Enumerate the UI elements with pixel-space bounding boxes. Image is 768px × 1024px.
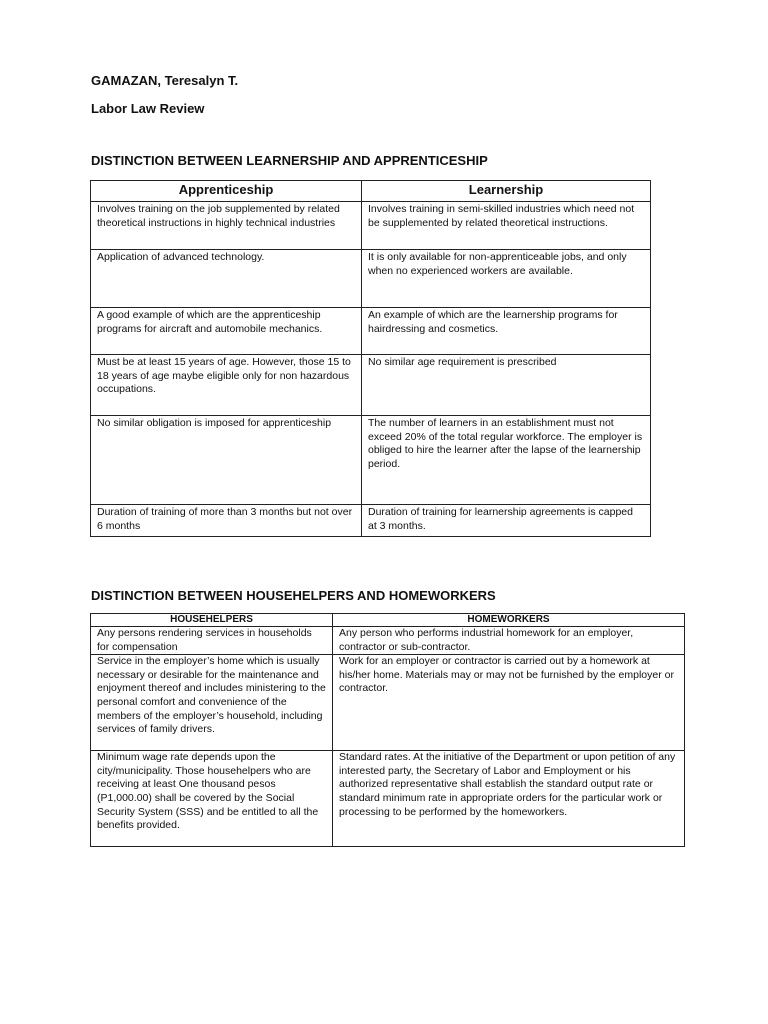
table-cell: Any persons rendering services in households for compensation bbox=[91, 627, 333, 655]
table-row bbox=[91, 505, 651, 537]
table-cell: Involves training in semi-skilled industries which need not be supplemented by related theoretical instructions. bbox=[362, 202, 651, 250]
table-cell: Minimum wage rate depends upon the city/municipality. Those househelpers who are receiving at least One thousand pesos (P1,000.00) shall be covered by the Social Security System (SSS) and be entitled to all the benefits provided. bbox=[91, 751, 333, 847]
table-cell: No similar age requirement is prescribed bbox=[362, 355, 651, 416]
column-header-learnership: Learnership bbox=[362, 181, 651, 202]
course-title: Labor Law Review bbox=[91, 101, 205, 116]
table-row bbox=[91, 416, 651, 505]
table-row bbox=[91, 308, 651, 355]
section2-heading: DISTINCTION BETWEEN HOUSEHELPERS AND HOMEWORKERS bbox=[91, 588, 496, 603]
table-cell: A good example of which are the apprenticeship programs for aircraft and automobile mechanics. bbox=[91, 308, 362, 355]
author-name: GAMAZAN, Teresalyn T. bbox=[91, 73, 239, 88]
table-row bbox=[91, 655, 685, 751]
table-cell: Service in the employer’s home which is usually necessary or desirable for the maintenance and enjoyment thereof and includes ministering to the personal comfort and convenience of the members of the employer’s household, including services of family drivers. bbox=[91, 655, 333, 751]
section1-heading: DISTINCTION BETWEEN LEARNERSHIP AND APPRENTICESHIP bbox=[91, 153, 488, 168]
table-cell: Any person who performs industrial homework for an employer, contractor or sub-contractor. bbox=[333, 627, 685, 655]
table-cell: Standard rates. At the initiative of the Department or upon petition of any interested party, the Secretary of Labor and Employment or his authorized representative shall establish the standard output rate or standard minimum rate in appropriate orders for the particular work or processing to be performed by the homeworkers. bbox=[333, 751, 685, 847]
table-header-row bbox=[91, 614, 685, 627]
table-row bbox=[91, 250, 651, 308]
table-row bbox=[91, 751, 685, 847]
learnership-apprenticeship-table bbox=[90, 180, 651, 537]
table-header-row bbox=[91, 181, 651, 202]
column-header-homeworkers: HOMEWORKERS bbox=[333, 614, 685, 627]
table-cell: No similar obligation is imposed for apprenticeship bbox=[91, 416, 362, 505]
table-cell: An example of which are the learnership programs for hairdressing and cosmetics. bbox=[362, 308, 651, 355]
table-cell: Work for an employer or contractor is carried out by a homework at his/her home. Materials may or may not be furnished by the employer or contractor. bbox=[333, 655, 685, 751]
table-cell: It is only available for non-apprenticeable jobs, and only when no experienced workers are available. bbox=[362, 250, 651, 308]
table-cell: Duration of training of more than 3 months but not over 6 months bbox=[91, 505, 362, 537]
table-cell: The number of learners in an establishment must not exceed 20% of the total regular workforce. The employer is obliged to hire the learner after the lapse of the learnership period. bbox=[362, 416, 651, 505]
column-header-househelpers: HOUSEHELPERS bbox=[91, 614, 333, 627]
table-cell: Duration of training for learnership agreements is capped at 3 months. bbox=[362, 505, 651, 537]
table-cell: Involves training on the job supplemented by related theoretical instructions in highly technical industries bbox=[91, 202, 362, 250]
table-row bbox=[91, 355, 651, 416]
table-cell: Application of advanced technology. bbox=[91, 250, 362, 308]
table-row bbox=[91, 202, 651, 250]
table-cell: Must be at least 15 years of age. However, those 15 to 18 years of age maybe eligible only for non hazardous occupations. bbox=[91, 355, 362, 416]
column-header-apprenticeship: Apprenticeship bbox=[91, 181, 362, 202]
househelpers-homeworkers-table bbox=[90, 613, 685, 847]
table-row bbox=[91, 627, 685, 655]
